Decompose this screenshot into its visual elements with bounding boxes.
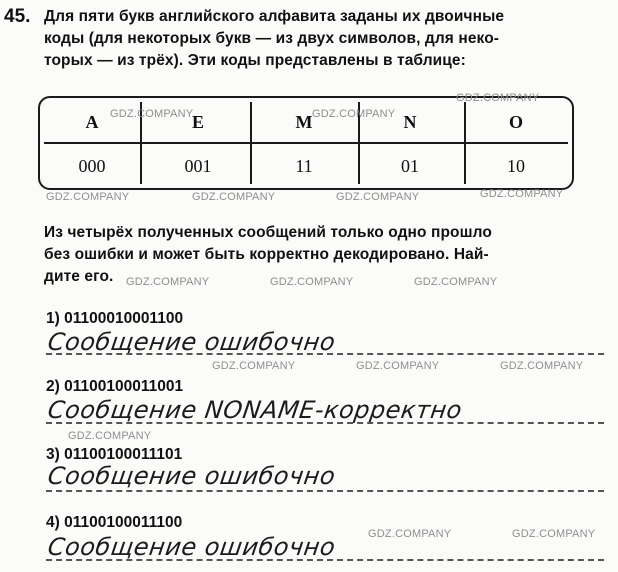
watermark: GDZ.COMPANY — [500, 360, 584, 372]
intro-line-3: торых — из трёх). Эти коды представлены в таблице: — [44, 52, 466, 69]
table-code-e: 001 — [184, 156, 212, 176]
table-divider — [44, 142, 568, 144]
answer-line — [46, 422, 604, 424]
answer-line — [46, 559, 604, 561]
option-2-code: 2) 01100100011001 — [46, 378, 184, 395]
watermark: GDZ.COMPANY — [368, 528, 452, 540]
table-letter-e: E — [191, 112, 204, 132]
table-letter-a: A — [85, 112, 99, 132]
table-code-a: 000 — [78, 156, 106, 176]
answer-line — [46, 490, 604, 492]
watermark: GDZ.COMPANY — [456, 92, 540, 104]
watermark: GDZ.COMPANY — [192, 191, 276, 203]
question-line-1: Из четырёх полученных сообщений только одно прошло — [44, 224, 492, 241]
table-letter-o: O — [508, 112, 523, 132]
watermark: GDZ.COMPANY — [356, 360, 440, 372]
intro-line-2: коды (для некоторых букв — из двух символов, для неко- — [44, 30, 500, 47]
option-2-answer: Сообщение NONAME-корректно — [46, 396, 464, 424]
watermark: GDZ.COMPANY — [46, 191, 130, 203]
table-code-n: 01 — [401, 156, 419, 176]
watermark: GDZ.COMPANY — [126, 276, 210, 288]
intro-line-1: Для пяти букв английского алфавита заданы их двоичные — [44, 8, 505, 25]
watermark: GDZ.COMPANY — [212, 360, 296, 372]
watermark: GDZ.COMPANY — [270, 276, 354, 288]
watermark: GDZ.COMPANY — [480, 188, 564, 200]
option-3-answer: Сообщение ошибочно — [46, 462, 338, 490]
watermark: GDZ.COMPANY — [68, 430, 152, 442]
table-code-o: 10 — [507, 156, 525, 176]
answer-line — [46, 353, 604, 355]
watermark: GDZ.COMPANY — [336, 191, 420, 203]
option-1-code: 1) 01100010001100 — [46, 310, 184, 327]
option-1-answer: Сообщение ошибочно — [46, 328, 338, 356]
watermark: GDZ.COMPANY — [110, 108, 194, 120]
watermark: GDZ.COMPANY — [414, 276, 498, 288]
table-letter-n: N — [403, 112, 417, 132]
table-letter-m: M — [295, 112, 313, 132]
watermark: GDZ.COMPANY — [512, 528, 596, 540]
question-line-3: дите его. — [44, 268, 114, 285]
table-code-m: 11 — [295, 156, 313, 176]
option-4-answer: Сообщение ошибочно — [46, 533, 338, 561]
question-line-2: без ошибки и может быть корректно декодировано. Най- — [44, 246, 489, 263]
task-number: 45. — [4, 6, 31, 27]
watermark: GDZ.COMPANY — [312, 108, 396, 120]
option-4-code: 4) 01100100011100 — [46, 514, 183, 531]
option-3-code: 3) 01100100011101 — [46, 446, 183, 463]
